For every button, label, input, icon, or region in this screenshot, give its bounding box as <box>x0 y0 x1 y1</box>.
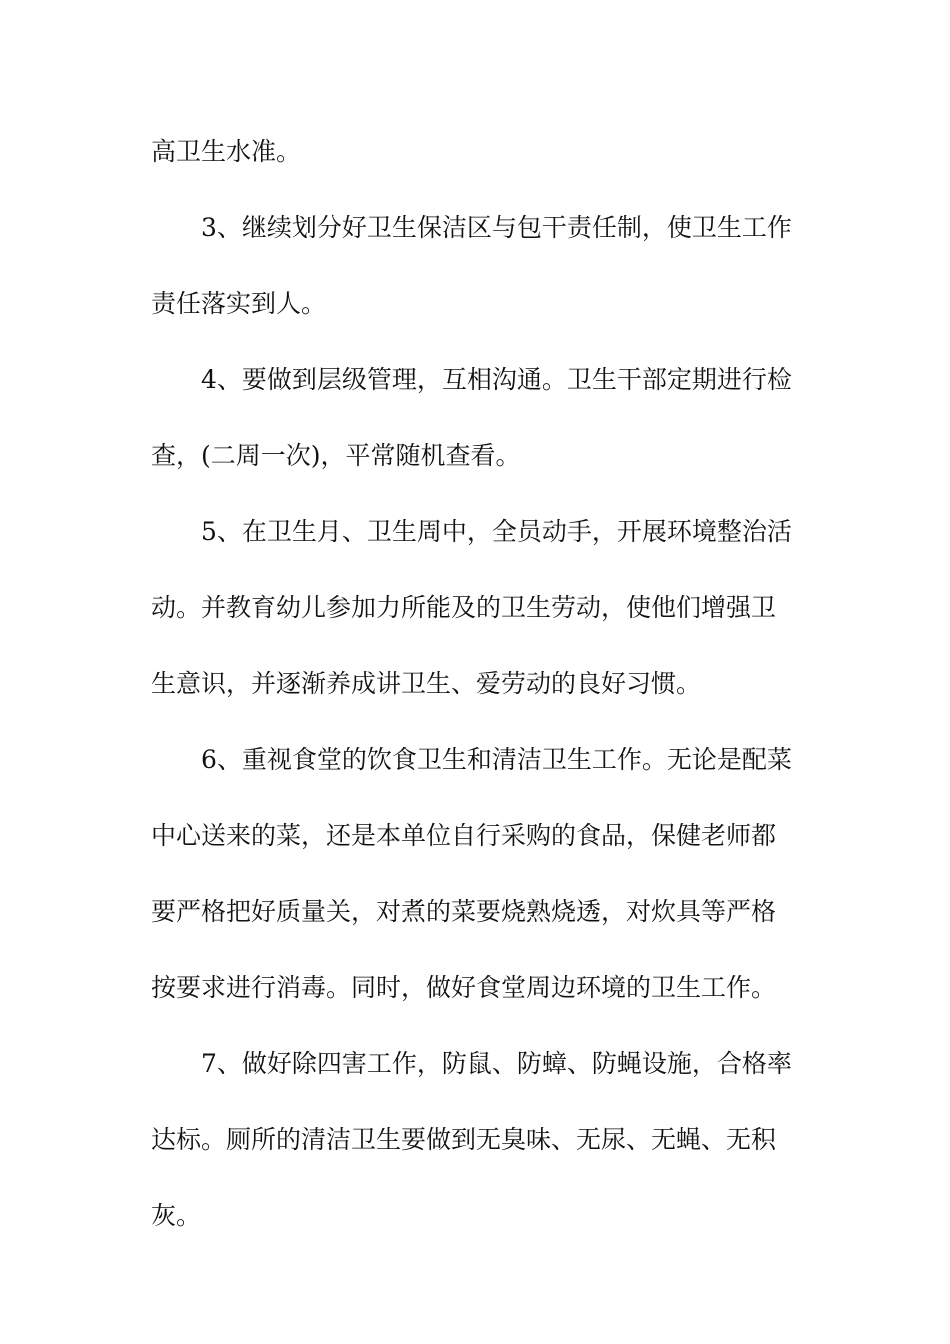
text-line: 按要求进行消毒。同时，做好食堂周边环境的卫生工作。 <box>151 973 777 1002</box>
text-line: 7、做好除四害工作，防鼠、防蟑、防蝇设施，合格率 <box>201 1049 792 1078</box>
text-line: 要严格把好质量关，对煮的菜要烧熟烧透，对炊具等严格 <box>151 897 777 926</box>
text-line: 高卫生水准。 <box>151 137 302 166</box>
text-line: 达标。厕所的清洁卫生要做到无臭味、无尿、无蝇、无积 <box>151 1125 777 1154</box>
text-line: 灰。 <box>151 1201 202 1230</box>
text-line: 中心送来的菜，还是本单位自行采购的食品，保健老师都 <box>151 821 777 850</box>
text-line: 责任落实到人。 <box>151 289 327 318</box>
text-line: 3、继续划分好卫生保洁区与包干责任制，使卫生工作 <box>201 213 792 242</box>
document-body <box>151 132 811 1272</box>
text-line: 生意识，并逐渐养成讲卫生、爱劳动的良好习惯。 <box>151 669 702 698</box>
text-line: 查，(二周一次)，平常随机查看。 <box>151 441 521 470</box>
text-line: 6、重视食堂的饮食卫生和清洁卫生工作。无论是配菜 <box>201 745 792 774</box>
text-line: 动。并教育幼儿参加力所能及的卫生劳动，使他们增强卫 <box>151 593 777 622</box>
text-line: 5、在卫生月、卫生周中，全员动手，开展环境整治活 <box>201 517 792 546</box>
text-line: 4、要做到层级管理，互相沟通。卫生干部定期进行检 <box>201 365 792 394</box>
